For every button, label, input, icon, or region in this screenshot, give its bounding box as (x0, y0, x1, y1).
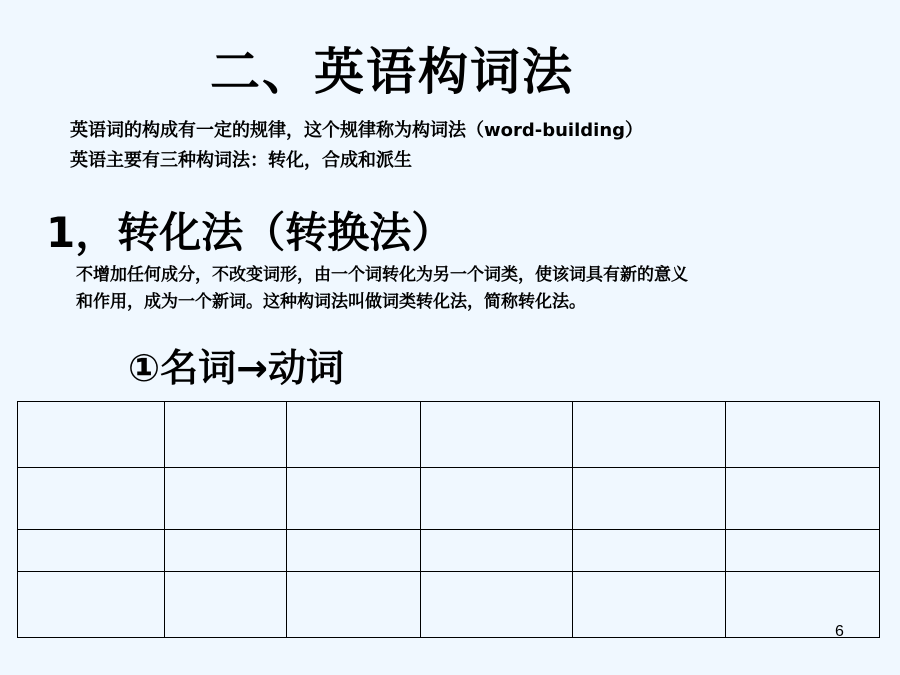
table-row (18, 530, 880, 572)
table-row (18, 402, 880, 468)
table-cell (287, 468, 421, 530)
table-cell (165, 468, 287, 530)
table-cell (573, 572, 726, 638)
description-line-1: 不增加任何成分，不改变词形，由一个词转化为另一个词类，使该词具有新的意义 (76, 265, 688, 285)
intro-line-2: 英语主要有三种构词法：转化，合成和派生 (70, 150, 412, 171)
table-cell (421, 572, 573, 638)
table-cell (421, 530, 573, 572)
table-cell (165, 402, 287, 468)
table-cell (165, 530, 287, 572)
table-cell (18, 572, 165, 638)
table-cell (726, 572, 880, 638)
table-row (18, 572, 880, 638)
table-cell (18, 530, 165, 572)
table-cell (18, 402, 165, 468)
subheading: ①名词→动词 (128, 346, 345, 390)
table-cell (726, 468, 880, 530)
table-cell (726, 402, 880, 468)
slide-title: 二、英语构词法 (210, 43, 574, 101)
table-row (18, 468, 880, 530)
table-cell (287, 572, 421, 638)
section-heading: 1，转化法（转换法） (46, 208, 454, 257)
table-cell (726, 530, 880, 572)
page-number: 6 (835, 623, 844, 640)
table-cell (421, 468, 573, 530)
description-line-2: 和作用，成为一个新词。这种构词法叫做词类转化法，简称转化法。 (76, 292, 586, 312)
table-cell (287, 402, 421, 468)
empty-table (17, 401, 880, 638)
table-cell (18, 468, 165, 530)
intro-line-1: 英语词的构成有一定的规律，这个规律称为构词法（word-building） (70, 120, 644, 141)
table-cell (573, 468, 726, 530)
table-cell (573, 402, 726, 468)
table-cell (165, 572, 287, 638)
table-cell (287, 530, 421, 572)
table-cell (573, 530, 726, 572)
table-cell (421, 402, 573, 468)
